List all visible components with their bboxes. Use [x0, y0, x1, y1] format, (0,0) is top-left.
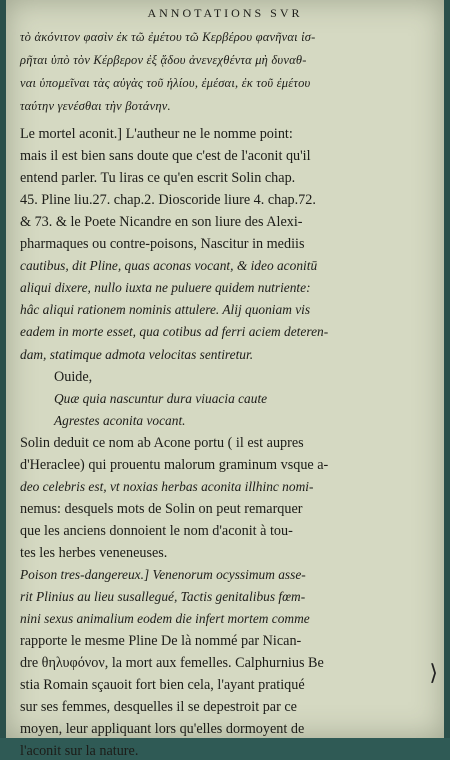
text-line: cautibus, dit Pline, quas aconas vocant, & ideo aconitū — [20, 258, 318, 274]
text-line: nemus: desquels mots de Solin on peut remarquer — [20, 500, 303, 517]
greek-line: ναι ὑπομεῖναι τὰς αὐγὰς τοῦ ἡλίου, ἐμέσαι, ἐκ τοῦ ἐμέτου — [20, 76, 311, 90]
right-page-edge — [444, 0, 450, 738]
text-line: hâc aliqui rationem nominis attulere. Alij quoniam vis — [20, 302, 311, 318]
text-line: deo celebris est, vt noxias herbas aconita illhinc nomi- — [20, 478, 314, 494]
greek-line: ρῆται ὑπὸ τὸν Κέρβερον ἐξ ᾅδου ἀνενεχθέντα μὴ δυναθ- — [20, 53, 307, 67]
text-line: & 73. & le Poete Nicandre en son liure des Alexi- — [20, 214, 303, 231]
text-line: rapporte le mesme Pline De là nommé par Nican- — [20, 633, 302, 650]
greek-line: ταύτην γενέσθαι τὴν βοτάνην. — [20, 99, 171, 113]
text-line: stia Romain sçauoit fort bien cela, l'ayant pratiqué — [20, 677, 305, 694]
text-line: dam, statimque admota velocitas sentiretur. — [20, 346, 254, 362]
text-line: entend parler. Tu liras ce qu'en escrit Solin chap. — [20, 170, 296, 187]
text-line: l'aconit sur la nature. — [20, 743, 139, 760]
text-line: aliqui dixere, nullo iuxta ne puluere quidem nutriente: — [20, 280, 311, 296]
text-line: que les anciens donnoient le nom d'aconit à tou- — [20, 522, 293, 539]
text-line: dre θηλυφόνον, la mort aux femelles. Calphurnius Be — [20, 655, 324, 672]
text-line: eadem in morte esset, qua cotibus ad ferri aciem deteren- — [20, 324, 329, 340]
text-line: moyen, leur appliquant lors qu'elles dormoyent de — [20, 721, 305, 738]
text-line: Poison tres-dangereux.] Venenorum ocyssimum asse- — [20, 567, 306, 582]
text-line: Le mortel aconit.] L'autheur ne le nomme point: — [20, 126, 293, 142]
text-line: mais il est bien sans doute que c'est de l'aconit qu'il — [20, 148, 311, 165]
running-header: ANNOTATIONS SVR — [147, 6, 303, 20]
text-line: nini sexus animalium eodem die infert mortem comme — [20, 611, 310, 627]
text-line: rit Plinius au lieu susallegué, Tactis genitalibus fœm- — [20, 589, 306, 605]
greek-line: τὸ ἀκόνιτον φασὶν ἐκ τῶ ἐμέτου τῶ Κερβέρου φανῆναι ἰσ- — [20, 30, 316, 44]
text-line: 45. Pline liu.27. chap.2. Dioscoride liure 4. chap.72. — [20, 192, 316, 209]
text-line: tes les herbes veneneuses. — [20, 544, 168, 561]
text-line: Agrestes aconita vocant. — [54, 412, 186, 428]
book-page — [6, 0, 444, 760]
text-line: sur ses femmes, desquelles il se depestroit par ce — [20, 699, 297, 716]
text-line: Ouide, — [54, 368, 93, 385]
margin-bracket-mark: ⟩ — [429, 660, 438, 685]
text-line: Quæ quia nascuntur dura viuacia caute — [54, 390, 268, 406]
text-line: pharmaques ou contre-poisons, Nascitur in mediis — [20, 236, 305, 253]
text-line: Solin deduit ce nom ab Acone portu ( il est aupres — [20, 434, 304, 451]
text-line: d'Heraclee) qui prouentu malorum graminum vsque a- — [20, 456, 329, 473]
